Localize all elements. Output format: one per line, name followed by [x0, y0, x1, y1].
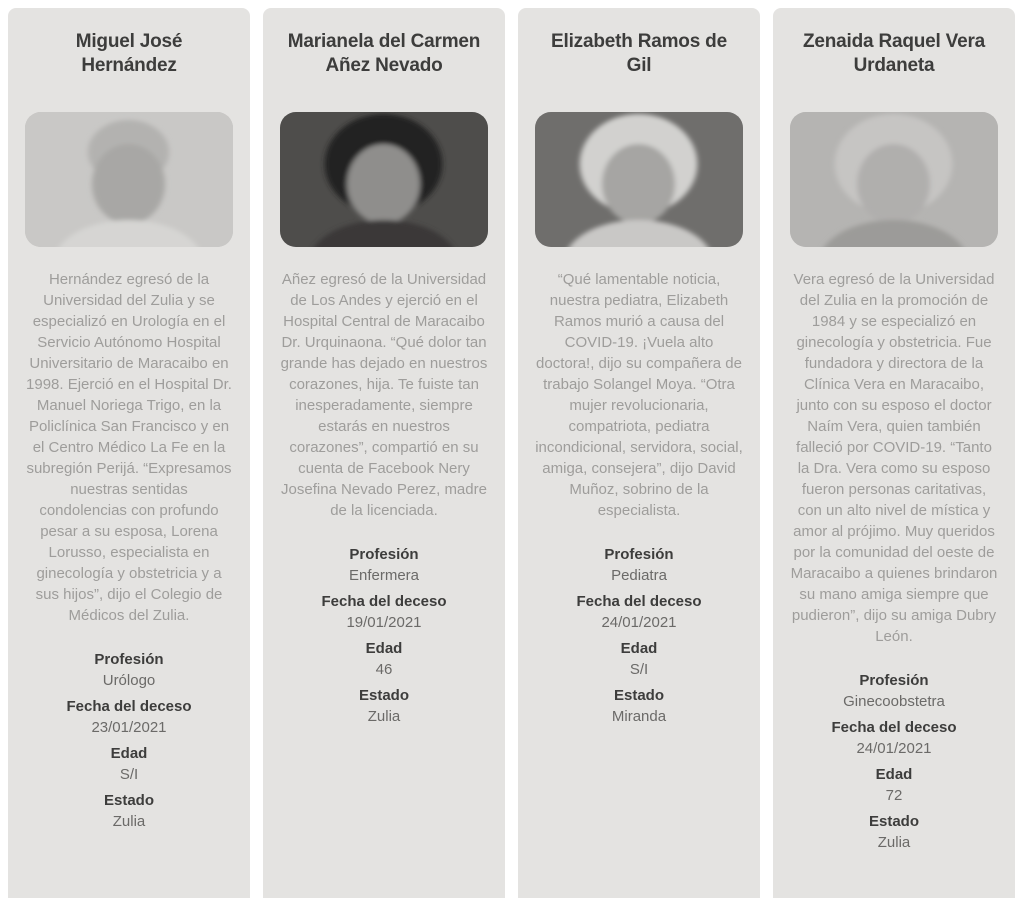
- death-date-label: Fecha del deceso: [321, 592, 447, 610]
- death-date-value: 19/01/2021: [346, 613, 422, 631]
- age-field: [25, 743, 233, 785]
- state-field: [25, 790, 233, 832]
- profession-field: [280, 544, 488, 586]
- portrait-photo: [25, 112, 233, 247]
- profession-value: Pediatra: [611, 566, 667, 584]
- profession-label: Profesión: [604, 545, 674, 563]
- age-label: Edad: [875, 765, 913, 783]
- state-field: [535, 685, 743, 727]
- state-value: Zulia: [112, 812, 146, 830]
- death-date-label: Fecha del deceso: [831, 718, 957, 736]
- death-date-label: Fecha del deceso: [66, 697, 192, 715]
- person-name: Marianela del Carmen Añez Nevado: [287, 31, 481, 77]
- details-section: [25, 649, 233, 832]
- details-section: [280, 544, 488, 727]
- death-date-value: 24/01/2021: [856, 739, 932, 757]
- state-label: Estado: [868, 812, 919, 830]
- biography-text: “Qué lamentable noticia, nuestra pediatra, Elizabeth Ramos murió a causa del COVID-19. ¡Vuela alto doctora!, dijo su compañera de trabajo Solangel Moya. “Otra mujer revolucionaria, compatriota, pediatra incondicional, servidora, social, amiga, consejera”, dijo David Muñoz, sobrino de la especialista.: [535, 270, 743, 519]
- biography-text: Añez egresó de la Universidad de Los Andes y ejerció en el Hospital Central de Maracaibo Dr. Urquinaona. “Qué dolor tan grande has dejado en nuestros corazones, hija. Te fuiste tan inesperadamente, siempre estarás en nuestros corazones”, compartió en su cuenta de Facebook Nery Josefina Nevado Perez, madre de la licenciada.: [280, 270, 488, 519]
- state-value: Zulia: [367, 707, 401, 725]
- portrait-photo: [280, 112, 488, 247]
- age-value: S/I: [119, 765, 139, 783]
- profession-label: Profesión: [94, 650, 164, 668]
- profession-value: Ginecoobstetra: [843, 692, 945, 710]
- memorial-card: [263, 8, 505, 898]
- memorial-card: [8, 8, 250, 898]
- state-value: Miranda: [611, 707, 667, 725]
- age-field: [535, 638, 743, 680]
- profession-field: [790, 670, 998, 712]
- portrait-photo-placeholder: [535, 112, 743, 247]
- age-value: 46: [375, 660, 393, 678]
- portrait-photo-placeholder: [790, 112, 998, 247]
- memorial-card: [518, 8, 760, 898]
- age-value: S/I: [629, 660, 649, 678]
- profession-field: [535, 544, 743, 586]
- age-label: Edad: [110, 744, 148, 762]
- profession-value: Urólogo: [102, 671, 156, 689]
- profession-field: [25, 649, 233, 691]
- biography-text: Vera egresó de la Universidad del Zulia en la promoción de 1984 y se especializó en ginecología y obstetricia. Fue fundadora y directora de la Clínica Vera en Maracaibo, junto con su esposo el doctor Naím Vera, quien también falleció por COVID-19. “Tanto la Dra. Vera como su esposo fueron personas caritativas, con un alto nivel de mística y amor al prójimo. Muy queridos por la comunidad del oeste de Maracaibo a quienes brindaron su mano amiga siempre que pudieron”, dijo su amiga Dubry León.: [790, 270, 998, 645]
- details-section: [535, 544, 743, 727]
- age-label: Edad: [620, 639, 658, 657]
- portrait-photo: [790, 112, 998, 247]
- death-date-value: 23/01/2021: [91, 718, 167, 736]
- portrait-photo-placeholder: [280, 112, 488, 247]
- state-value: Zulia: [877, 833, 911, 851]
- death-date-field: [280, 591, 488, 633]
- biography-text: Hernández egresó de la Universidad del Zulia y se especializó en Urología en el Servicio Autónomo Hospital Universitario de Maracaibo en 1998. Ejerció en el Hospital Dr. Manuel Noriega Trigo, en la Policlínica San Francisco y en el Centro Médico La Fe en la subregión Perijá. “Expresamos nuestras sentidas condolencias con profundo pesar a su esposa, Lorena Lorusso, especialista en ginecología y obstetricia y a sus hijos”, dijo el Colegio de Médicos del Zulia.: [26, 270, 232, 624]
- death-date-field: [25, 696, 233, 738]
- profession-label: Profesión: [349, 545, 419, 563]
- state-field: [790, 811, 998, 853]
- portrait-photo-placeholder: [25, 112, 233, 247]
- age-field: [790, 764, 998, 806]
- age-label: Edad: [365, 639, 403, 657]
- memorial-card: [773, 8, 1015, 898]
- age-field: [280, 638, 488, 680]
- state-label: Estado: [103, 791, 154, 809]
- person-name: Elizabeth Ramos de Gil: [551, 31, 727, 77]
- state-label: Estado: [358, 686, 409, 704]
- profession-value: Enfermera: [348, 566, 420, 584]
- age-value: 72: [885, 786, 903, 804]
- state-field: [280, 685, 488, 727]
- details-section: [790, 670, 998, 853]
- death-date-field: [535, 591, 743, 633]
- death-date-field: [790, 717, 998, 759]
- state-label: Estado: [613, 686, 664, 704]
- person-name: Miguel José Hernández: [75, 31, 183, 77]
- death-date-value: 24/01/2021: [601, 613, 677, 631]
- portrait-photo: [535, 112, 743, 247]
- death-date-label: Fecha del deceso: [576, 592, 702, 610]
- profession-label: Profesión: [859, 671, 929, 689]
- person-name: Zenaida Raquel Vera Urdaneta: [802, 31, 986, 77]
